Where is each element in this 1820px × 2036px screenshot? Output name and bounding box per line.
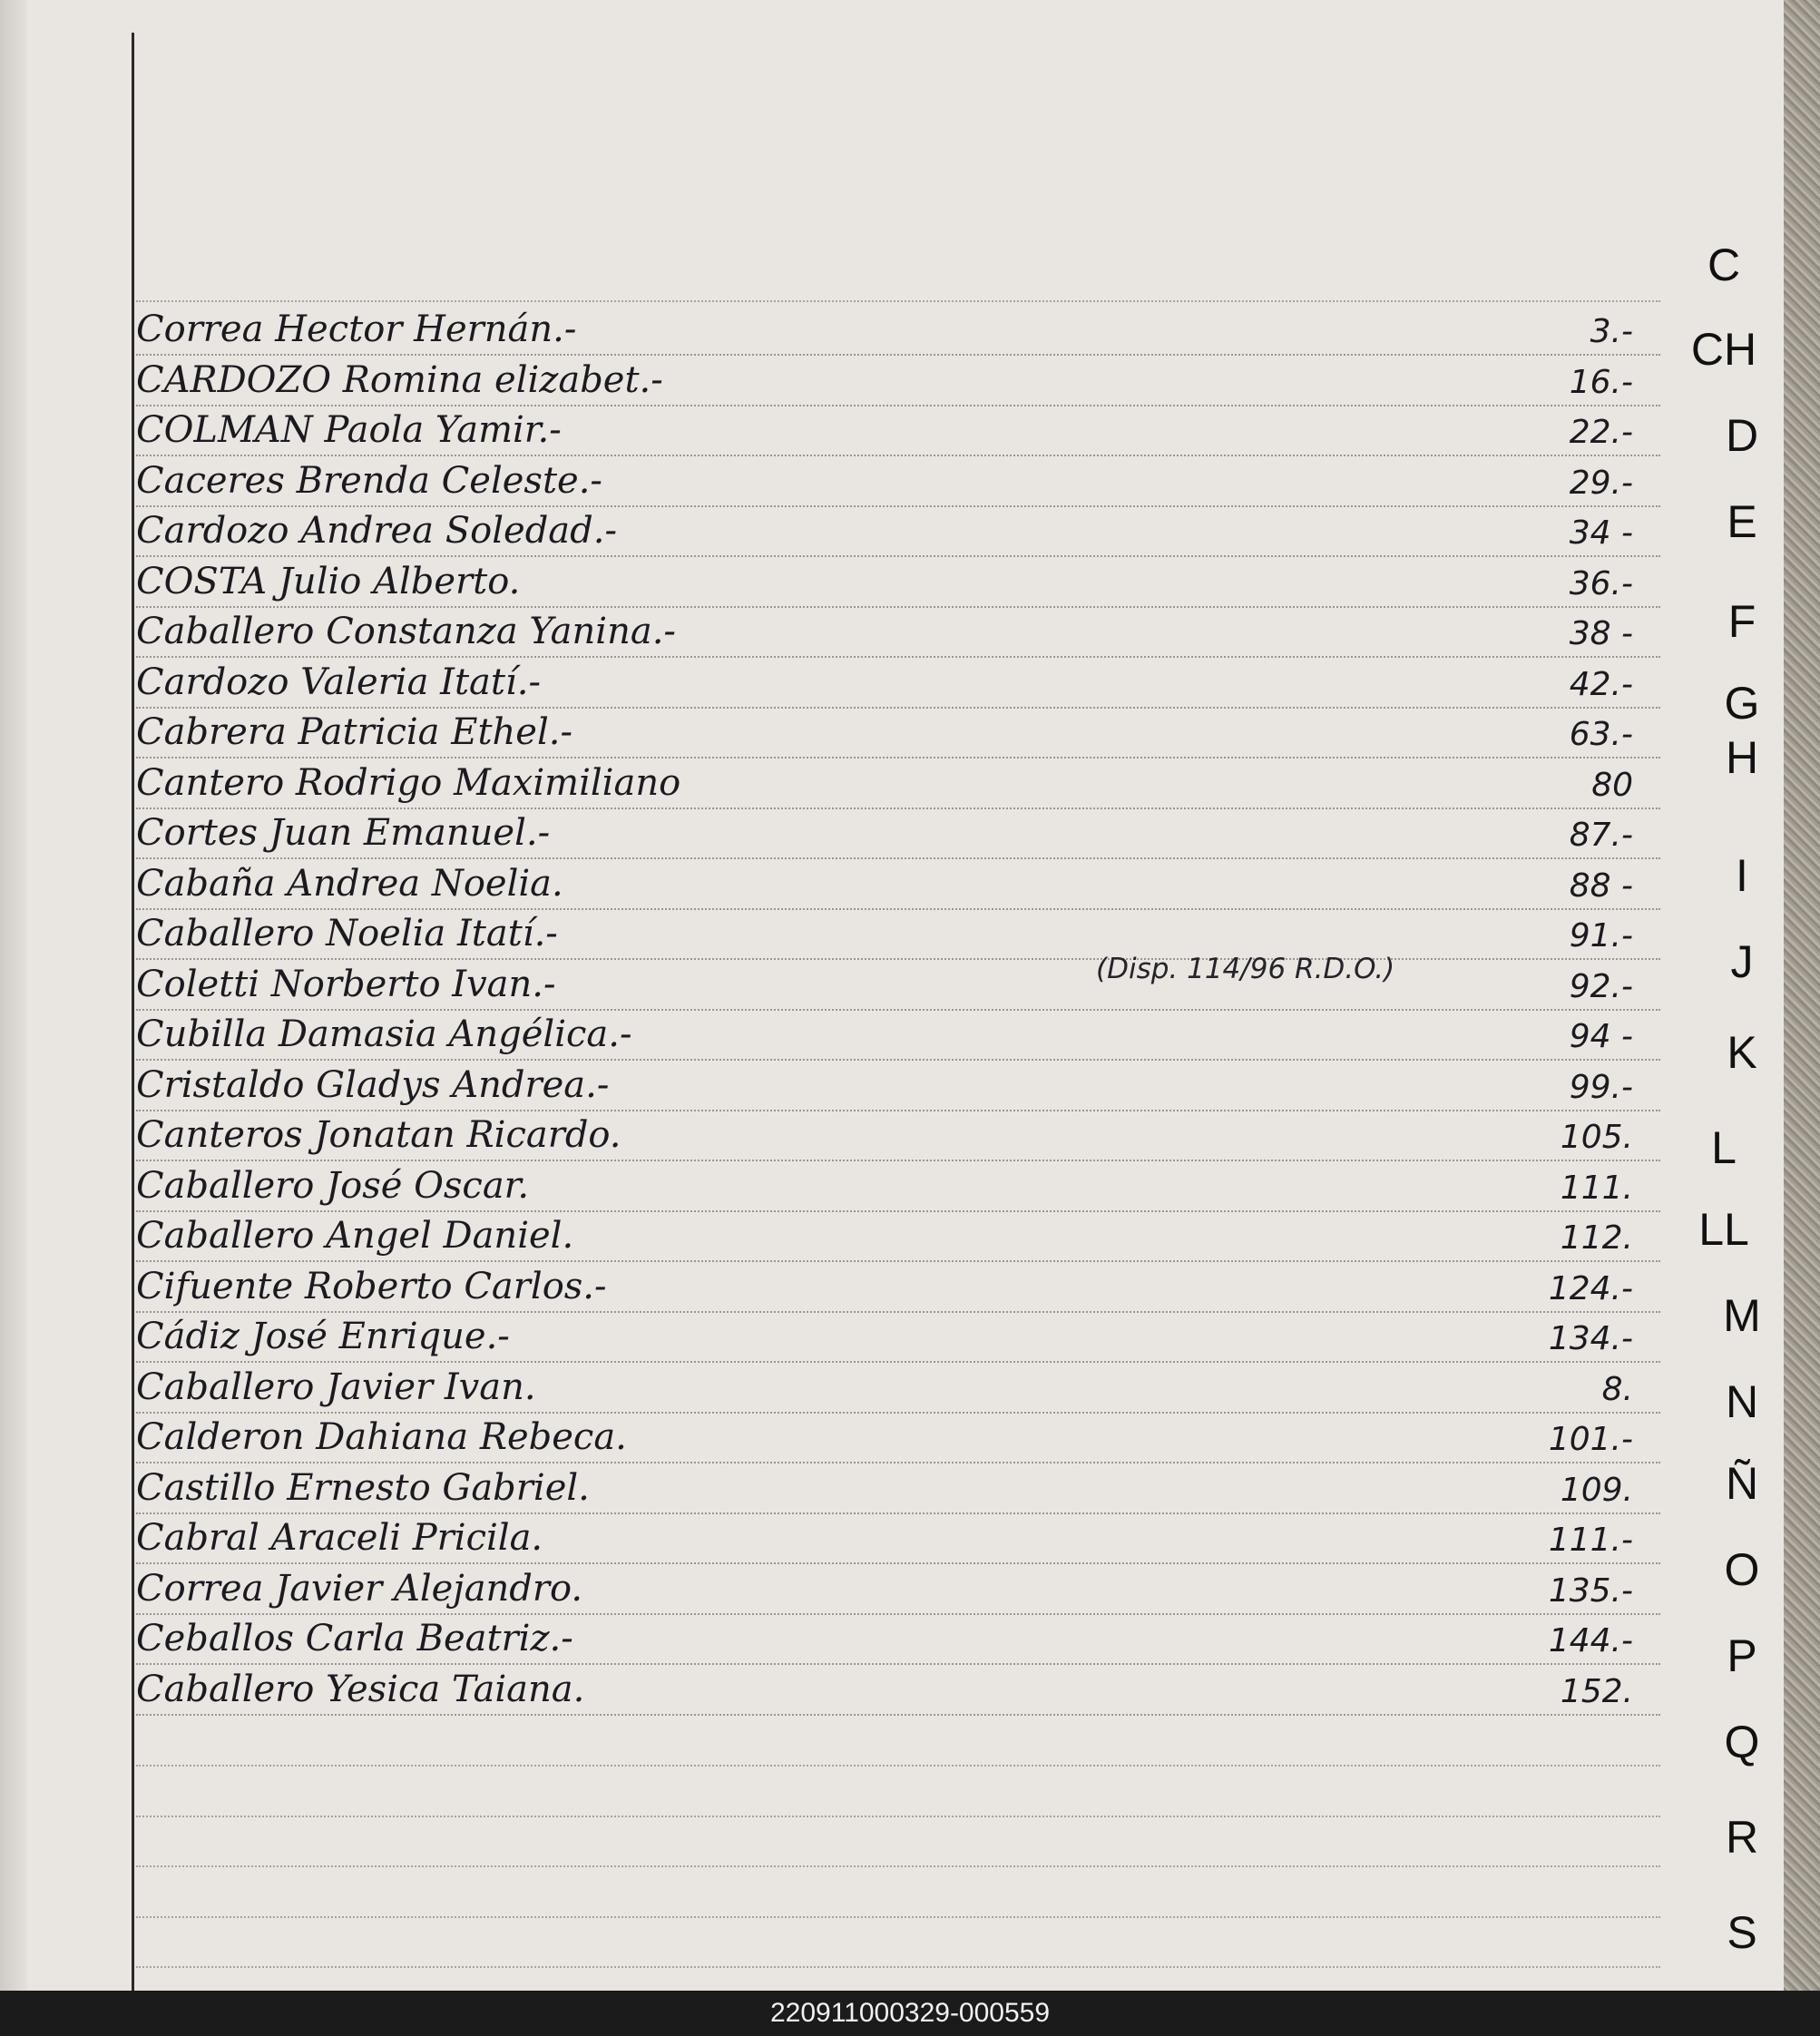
- entry-name: Cubilla Damasia Angélica.-: [136, 1013, 632, 1055]
- entry-page-number: 105.: [1560, 1119, 1633, 1156]
- alphabet-tab[interactable]: G: [1724, 678, 1760, 729]
- register-entry: [136, 1413, 1660, 1463]
- entry-page-number: 101.-: [1548, 1421, 1633, 1458]
- register-entry: [136, 506, 1660, 557]
- alphabet-tab[interactable]: Q: [1724, 1717, 1760, 1767]
- entry-page-number: 134.-: [1548, 1320, 1633, 1357]
- entry-name: Caballero Yesica Taiana.: [136, 1668, 585, 1710]
- entry-page-number: 111.-: [1548, 1522, 1633, 1559]
- register-entry: [136, 759, 1660, 809]
- register-entry: [136, 1312, 1660, 1363]
- alphabet-tab[interactable]: LL: [1698, 1204, 1749, 1255]
- alphabet-tab[interactable]: I: [1736, 850, 1748, 901]
- entry-page-number: 38 -: [1569, 615, 1633, 652]
- entry-name: Cardozo Valeria Itatí.-: [136, 661, 541, 703]
- alphabet-tab[interactable]: C: [1707, 240, 1741, 290]
- alphabet-tab[interactable]: J: [1730, 936, 1754, 987]
- ruled-line: [136, 299, 1660, 302]
- alphabet-tab[interactable]: P: [1727, 1630, 1757, 1681]
- entry-name: Caballero Javier Ivan.: [136, 1365, 536, 1408]
- ruled-line: [136, 1815, 1660, 1817]
- entry-name: COSTA Julio Alberto.: [136, 560, 521, 602]
- register-entry: [136, 1111, 1660, 1161]
- entry-name: Cristaldo Gladys Andrea.-: [136, 1063, 610, 1106]
- alphabet-tab[interactable]: CH: [1690, 324, 1757, 375]
- entry-name: Caballero Noelia Itatí.-: [136, 913, 558, 954]
- entry-name: Correa Javier Alejandro.: [136, 1567, 583, 1610]
- entry-name: Cabrera Patricia Ethel.-: [136, 711, 572, 753]
- register-entry: [136, 658, 1660, 709]
- register-entry: [136, 909, 1660, 960]
- ruled-line: [136, 1865, 1660, 1867]
- register-entry: [136, 1061, 1660, 1111]
- entry-page-number: 29.-: [1569, 464, 1633, 502]
- entry-page-number: 88 -: [1569, 866, 1633, 905]
- register-entry: [136, 1513, 1660, 1564]
- register-entry: [136, 1010, 1660, 1061]
- entry-page-number: 144.-: [1548, 1622, 1633, 1659]
- entry-page-number: 16.-: [1569, 363, 1633, 401]
- entry-page-number: 112.: [1560, 1219, 1633, 1257]
- entry-name: Cifuente Roberto Carlos.-: [136, 1265, 607, 1307]
- entry-name: Canteros Jonatan Ricardo.: [136, 1114, 621, 1156]
- binding-cloth: [1784, 0, 1820, 1991]
- disposition-note: (Disp. 114/96 R.D.O.): [1096, 953, 1395, 985]
- register-entry: [136, 356, 1660, 406]
- entry-page-number: 99.-: [1569, 1068, 1633, 1106]
- image-id-footer: 220911000329-000559: [769, 1998, 1051, 2028]
- register-entry: [136, 305, 1660, 356]
- entry-name: Coletti Norberto Ivan.-: [136, 963, 556, 1005]
- page-left-edge: [0, 0, 27, 1991]
- entry-name: Cantero Rodrigo Maximiliano: [136, 761, 681, 804]
- entry-name: CARDOZO Romina elizabet.-: [136, 358, 663, 401]
- entry-page-number: 87.-: [1569, 817, 1633, 854]
- register-entry: [136, 607, 1660, 658]
- register-entry: [136, 708, 1660, 759]
- entry-page-number: 34 -: [1569, 514, 1633, 552]
- ruled-line: [136, 1764, 1660, 1767]
- alphabet-tab[interactable]: H: [1725, 732, 1759, 783]
- entry-name: Caballero Constanza Yanina.-: [136, 611, 676, 652]
- alphabet-tab[interactable]: R: [1725, 1812, 1759, 1863]
- entry-page-number: 124.-: [1548, 1269, 1633, 1307]
- register-entry: [136, 1363, 1660, 1414]
- entry-page-number: 3.-: [1590, 313, 1633, 350]
- entry-page-number: 92.-: [1569, 967, 1633, 1005]
- entry-page-number: 94 -: [1569, 1018, 1633, 1055]
- entry-name: Castillo Ernesto Gabriel.: [136, 1466, 590, 1509]
- register-entry: [136, 1665, 1660, 1716]
- entry-page-number: 152.: [1560, 1672, 1633, 1710]
- entry-page-number: 111.: [1560, 1169, 1633, 1207]
- alphabet-tab[interactable]: Ñ: [1725, 1458, 1759, 1509]
- entry-name: Correa Hector Hernán.-: [136, 308, 577, 350]
- entry-name: Caballero Angel Daniel.: [136, 1215, 574, 1257]
- entry-page-number: 135.-: [1548, 1571, 1633, 1610]
- register-entry: [136, 456, 1660, 507]
- ruled-line: [136, 1965, 1660, 1968]
- entry-name: Cabral Araceli Pricila.: [136, 1517, 543, 1559]
- register-entry: [136, 1211, 1660, 1262]
- alphabet-tab[interactable]: K: [1727, 1027, 1757, 1078]
- register-entry: [136, 1564, 1660, 1615]
- entry-name: Calderon Dahiana Rebeca.: [136, 1416, 627, 1458]
- entry-page-number: 63.-: [1569, 716, 1633, 753]
- register-entry: [136, 1614, 1660, 1665]
- register-entry: [136, 557, 1660, 608]
- entry-page-number: 80: [1591, 766, 1633, 804]
- entry-page-number: 109.: [1560, 1471, 1633, 1509]
- alphabet-tab[interactable]: N: [1725, 1376, 1759, 1427]
- register-entry: [136, 859, 1660, 910]
- entry-name: Cardozo Andrea Soledad.-: [136, 510, 617, 552]
- entry-name: Caceres Brenda Celeste.-: [136, 459, 602, 502]
- entry-page-number: 36.-: [1569, 564, 1633, 602]
- alphabet-tab[interactable]: S: [1727, 1907, 1757, 1958]
- alphabet-tab[interactable]: M: [1723, 1290, 1761, 1341]
- entry-page-number: 91.-: [1569, 917, 1633, 954]
- alphabet-tab[interactable]: L: [1711, 1122, 1737, 1173]
- entry-name: Cortes Juan Emanuel.-: [136, 812, 551, 854]
- entry-name: Cabaña Andrea Noelia.: [136, 862, 563, 905]
- alphabet-tab[interactable]: O: [1724, 1544, 1760, 1595]
- margin-line: [132, 33, 134, 1991]
- register-entry: [136, 1262, 1660, 1313]
- entry-name: COLMAN Paola Yamir.-: [136, 409, 562, 451]
- alphabet-tabs: [1678, 0, 1778, 1991]
- register-entry: [136, 406, 1660, 456]
- index-register: [136, 0, 1660, 1991]
- ruled-line: [136, 1915, 1660, 1918]
- register-entry: [136, 1161, 1660, 1212]
- alphabet-tab[interactable]: F: [1727, 596, 1756, 647]
- register-entry: [136, 808, 1660, 859]
- entry-page-number: 22.-: [1569, 414, 1633, 451]
- alphabet-tab[interactable]: E: [1727, 496, 1757, 547]
- register-entry: [136, 1463, 1660, 1514]
- entry-page-number: 8.: [1601, 1370, 1633, 1408]
- entry-name: Cádiz José Enrique.-: [136, 1316, 510, 1357]
- alphabet-tab[interactable]: D: [1725, 410, 1759, 461]
- entry-page-number: 42.-: [1569, 665, 1633, 703]
- entry-name: Ceballos Carla Beatriz.-: [136, 1618, 573, 1659]
- entry-name: Caballero José Oscar.: [136, 1164, 530, 1207]
- register-entry: [136, 960, 1660, 1011]
